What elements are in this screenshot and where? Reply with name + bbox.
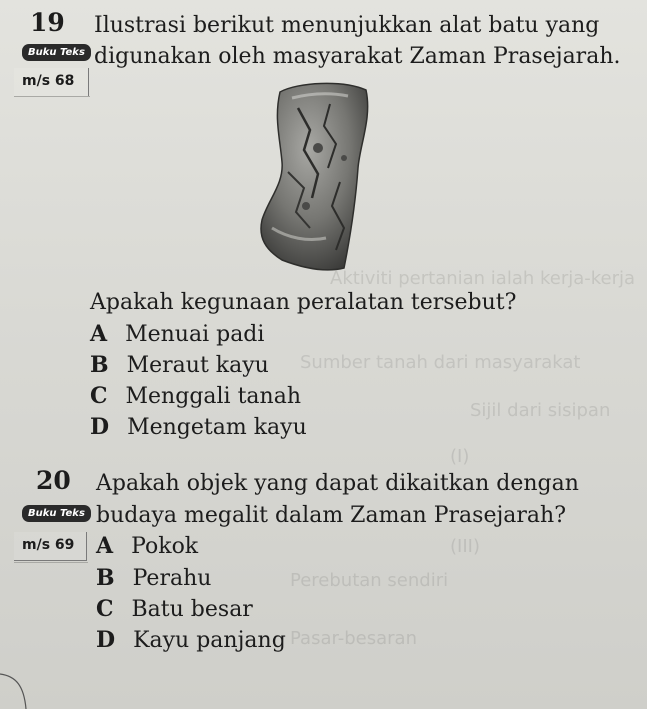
page-reference-box <box>14 532 87 561</box>
option-text: Batu besar <box>131 597 253 622</box>
question-number: 20 <box>36 466 71 495</box>
option-b[interactable] <box>96 565 211 591</box>
textbook-badge: Buku Teks <box>22 44 91 61</box>
bleed-through-text: Sijil dari sisipan <box>470 400 611 421</box>
option-letter: A <box>96 533 114 559</box>
page-reference: m/s 69 <box>22 537 75 553</box>
option-b[interactable] <box>90 352 269 378</box>
divider <box>14 562 88 563</box>
option-text: Kayu panjang <box>133 628 286 653</box>
option-c[interactable] <box>96 596 253 622</box>
question-text: Apakah objek yang dapat dikaitkan dengan <box>96 471 579 496</box>
option-letter: C <box>90 383 108 409</box>
option-letter: B <box>90 352 109 378</box>
question-text: Ilustrasi berikut menunjukkan alat batu yang <box>94 13 600 38</box>
bleed-through-text: (I) <box>450 446 470 467</box>
divider <box>14 96 90 97</box>
option-letter: D <box>90 414 110 440</box>
bleed-through-text: Aktiviti pertanian ialah kerja-kerja <box>330 268 636 289</box>
bleed-through-text: Pasar-besaran <box>290 628 417 649</box>
bleed-through-text: Perebutan sendiri <box>290 570 449 591</box>
page-reference: m/s 68 <box>22 73 75 89</box>
option-letter: B <box>96 565 115 591</box>
option-a[interactable] <box>90 321 264 347</box>
question-number: 19 <box>30 8 65 37</box>
option-d[interactable] <box>96 627 286 653</box>
question-text: digunakan oleh masyarakat Zaman Prasejarah. <box>94 44 621 69</box>
option-a[interactable] <box>96 533 198 559</box>
option-text: Menggali tanah <box>125 384 301 409</box>
option-c[interactable] <box>90 383 301 409</box>
option-text: Perahu <box>132 566 212 591</box>
option-letter: A <box>90 321 108 347</box>
question-text: budaya megalit dalam Zaman Prasejarah? <box>96 503 567 528</box>
page-edge-curve <box>0 670 40 709</box>
textbook-badge: Buku Teks <box>22 505 91 522</box>
question-prompt: Apakah kegunaan peralatan tersebut? <box>90 290 517 315</box>
option-d[interactable] <box>90 414 307 440</box>
page-reference-box <box>14 68 89 97</box>
option-text: Meraut kayu <box>126 353 269 378</box>
option-text: Pokok <box>131 534 199 559</box>
option-text: Menuai padi <box>125 322 265 347</box>
bleed-through-text: Sumber tanah dari masyarakat <box>300 352 581 373</box>
stone-tool-illustration <box>248 78 378 278</box>
option-letter: C <box>96 596 114 622</box>
bleed-through-text: (III) <box>450 536 480 557</box>
option-letter: D <box>96 627 116 653</box>
option-text: Mengetam kayu <box>127 415 307 440</box>
